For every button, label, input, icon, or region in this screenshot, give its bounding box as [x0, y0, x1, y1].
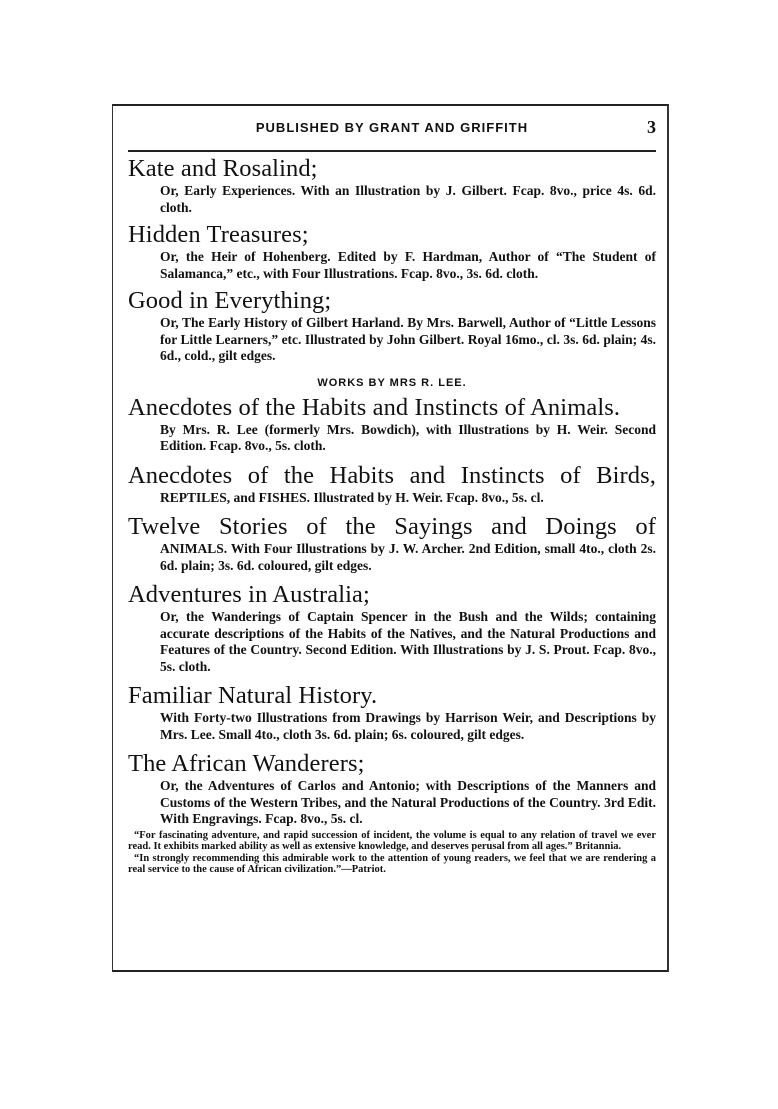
entry-title: Twelve Stories of the Sayings and Doings of — [128, 513, 656, 540]
catalogue-list — [128, 154, 656, 876]
catalogue-entry-anecdotes-animals — [128, 393, 656, 455]
entry-title: Good in Everything; — [128, 287, 332, 314]
header-rule — [128, 150, 656, 152]
page-number: 3 — [647, 117, 656, 137]
catalogue-entry-kate-and-rosalind — [128, 154, 656, 216]
catalogue-entry-african-wanderers — [128, 749, 656, 828]
entry-description: Or, the Adventures of Carlos and Antonio; with Descriptions of the Manners and Customs of the Western Tribes, and the Natural Productions of the Country. 3rd Edit. With Engravings. Fcap. 8vo., 5s. cl. — [160, 778, 656, 826]
press-quote: “In strongly recommending this admirable work to the attention of young readers, we feel that we are rendering a real service to the cause of African civilization.”—Patriot. — [128, 852, 656, 875]
entry-description: By Mrs. R. Lee (formerly Mrs. Bowdich), with Illustrations by H. Weir. Second Edition. Fcap. 8vo., 5s. cloth. — [160, 421, 656, 453]
section-heading: WORKS BY MRS R. LEE. — [317, 376, 467, 389]
catalogue-entry-hidden-treasures — [128, 220, 656, 282]
catalogue-entry-familiar-natural-history — [128, 681, 656, 743]
entry-title: Familiar Natural History. — [128, 682, 378, 709]
entry-title: Kate and Rosalind; — [128, 155, 318, 182]
press-quote: “For fascinating adventure, and rapid succession of incident, the volume is equal to any relation of travel we ever read. It exhibits marked ability as well as extensive knowledge, and deserves perusal from all ages.” Britannia. — [128, 829, 656, 852]
entry-description: Or, Early Experiences. With an Illustration by J. Gilbert. Fcap. 8vo., price 4s. 6d. cloth. — [160, 183, 656, 215]
running-header — [128, 117, 656, 142]
entry-title: Anecdotes of the Habits and Instincts of Birds, — [128, 461, 656, 489]
entry-title: Hidden Treasures; — [128, 221, 309, 248]
entry-description: ANIMALS. With Four Illustrations by J. W. Archer. 2nd Edition, small 4to., cloth 2s. 6d. plain; 3s. 6d. coloured, gilt edges. — [160, 541, 656, 573]
press-quotes — [128, 830, 656, 876]
catalogue-entry-twelve-stories — [128, 512, 656, 574]
running-title: PUBLISHED BY GRANT AND GRIFFITH — [255, 120, 529, 135]
entry-title: The African Wanderers; — [128, 750, 365, 777]
entry-title: Adventures in Australia; — [128, 581, 370, 608]
entry-description: REPTILES, and FISHES. Illustrated by H. Weir. Fcap. 8vo., 5s. cl. — [160, 489, 544, 505]
entry-description: With Forty-two Illustrations from Drawings by Harrison Weir, and Descriptions by Mrs. Lee. Small 4to., cloth 3s. 6d. plain; 6s. coloured, gilt edges. — [160, 710, 656, 742]
catalogue-entry-adventures-in-australia — [128, 580, 656, 675]
catalogue-entry-good-in-everything — [128, 286, 656, 365]
catalogue-entry-anecdotes-birds — [128, 461, 656, 507]
entry-description: Or, the Heir of Hohenberg. Edited by F. Hardman, Author of “The Student of Salamanca,” etc., with Four Illustrations. Fcap. 8vo., 3s. 6d. cloth. — [160, 249, 656, 281]
entry-description: Or, The Early History of Gilbert Harland. By Mrs. Barwell, Author of “Little Lessons for Little Learners,” etc. Illustrated by John Gilbert. Royal 16mo., cl. 3s. 6d. plain; 4s. 6d., cold., gilt edges. — [160, 315, 656, 363]
entry-description: Or, the Wanderings of Captain Spencer in the Bush and the Wilds; containing accurate descriptions of the Habits of the Natives, and the Natural Productions and Features of the Country. Second Edition. With Illustrations by J. S. Prout. Fcap. 8vo., 5s. cloth. — [160, 609, 656, 674]
entry-title: Anecdotes of the Habits and Instincts of Animals. — [128, 393, 621, 421]
